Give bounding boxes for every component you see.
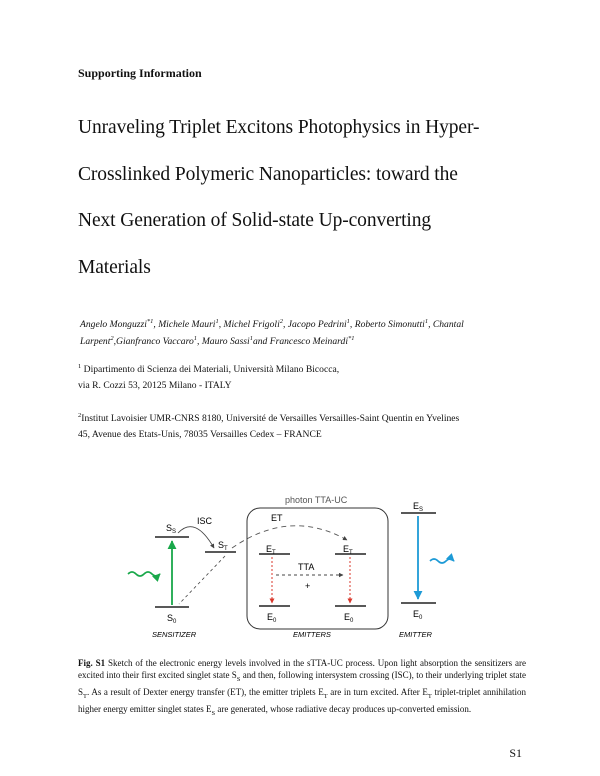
caption-text: are in turn excited. After E [327, 687, 428, 698]
author-sup: 1 [424, 318, 429, 325]
affiliation-2-line-1 [78, 412, 459, 424]
e0r-label: $E_0$ [413, 609, 423, 621]
st-decay-dashed [179, 556, 225, 604]
plus-sign: + [305, 581, 311, 591]
caption-text: triplet-triplet annihilation higher energy emitter singlet states E [78, 687, 526, 715]
affiliation-text: Dipartimento di Scienza dei Materiali, Università Milano Bicocca, [81, 364, 340, 376]
author-sup: 1 [249, 335, 253, 342]
caption-text: . As a result of Dexter energy transfer (ET), the emitter triplets E [87, 687, 324, 698]
et1-label: $E_T$ [266, 544, 276, 556]
title-line-2: Crosslinked Polymeric Nanoparticles: toward the [78, 164, 458, 185]
author-sup: 1 [193, 335, 198, 342]
author: , Mauro Sassi [197, 336, 250, 348]
author: , Chantal [428, 319, 464, 331]
author-sup: 2 [110, 335, 114, 342]
isc-label: ISC [197, 516, 213, 526]
s0-label: $S_0$ [167, 613, 177, 625]
caption-text: and then, following intersystem crossing (ISC), to their underlying triplet state S [78, 670, 526, 698]
affiliation-text: Institut Lavoisier UMR-CNRS 8180, Université de Versailles Versailles-Saint Quentin en Yvelines [81, 413, 460, 425]
green-photon-wave [128, 572, 160, 576]
ttauc-box [247, 508, 388, 629]
st-label: $S_T$ [218, 540, 228, 552]
et-arrow [232, 526, 347, 548]
author: , Roberto Simonutti [349, 319, 425, 331]
sensitizer-label: SENSITIZER [152, 630, 197, 639]
author-sup: 1 [215, 318, 219, 325]
author: , Michel Frigoli [218, 319, 280, 331]
caption-sub: S [211, 710, 216, 717]
authors-line-2 [80, 335, 354, 347]
affiliation-2-line-2: 45, Avenue des Etats-Unis, 78035 Versailles Cedex – FRANCE [78, 429, 322, 440]
section-heading: Supporting Information [78, 66, 202, 80]
emitters-label: EMITTERS [293, 630, 331, 639]
e01-label: $E_0$ [267, 612, 277, 624]
affiliation-sup: 1 [78, 363, 82, 370]
affiliation-1-line-1 [78, 363, 339, 375]
caption-sub: S [236, 676, 241, 683]
title-line-1: Unraveling Triplet Excitons Photophysics in Hyper- [78, 117, 480, 138]
author: , Jacopo Pedrini [282, 319, 347, 331]
author: ,Gianfranco Vaccaro [113, 336, 194, 348]
author: Larpent [80, 336, 111, 348]
caption-text: are generated, whose radiative decay produces up-converted emission. [215, 704, 472, 715]
authors-line-1 [80, 318, 464, 330]
author: and Francesco Meinardi [252, 336, 348, 348]
photon-ttauc-label: photon TTA-UC [285, 495, 348, 505]
es-label: $E_S$ [413, 501, 424, 513]
author-sup: 1 [346, 318, 350, 325]
ss-label: $S_S$ [166, 523, 177, 535]
affiliation-1-line-2: via R. Cozzi 53, 20125 Milano - ITALY [78, 380, 232, 391]
blue-photon-wave [430, 559, 454, 563]
energy-level-diagram [0, 490, 600, 650]
author-sup: 2 [279, 318, 283, 325]
tta-label: TTA [298, 562, 315, 572]
caption-sub: T [323, 693, 328, 700]
caption-label: Fig. S1 [78, 658, 106, 668]
caption-text: Sketch of the electronic energy levels involved in the sTTA-UC process. Upon light absorption the sensitizers are excited into their first excited singlet state S [78, 658, 526, 681]
emitter-label: EMITTER [399, 630, 432, 639]
title-line-3: Next Generation of Solid-state Up-converting [78, 210, 431, 231]
author-sup: *1 [347, 335, 355, 342]
affiliation-sup: 2 [78, 412, 82, 419]
e02-label: $E_0$ [344, 612, 354, 624]
caption-sub: T [427, 693, 432, 700]
page-number: S1 [509, 746, 522, 760]
author-sup: *1 [146, 318, 154, 325]
et2-label: $E_T$ [343, 544, 353, 556]
caption-sub: T [83, 693, 87, 700]
et-label: ET [271, 513, 283, 523]
author: , Michele Mauri [153, 319, 216, 331]
figure-caption [78, 657, 526, 720]
author: Angelo Monguzzi [80, 319, 147, 331]
title-line-4: Materials [78, 257, 151, 278]
